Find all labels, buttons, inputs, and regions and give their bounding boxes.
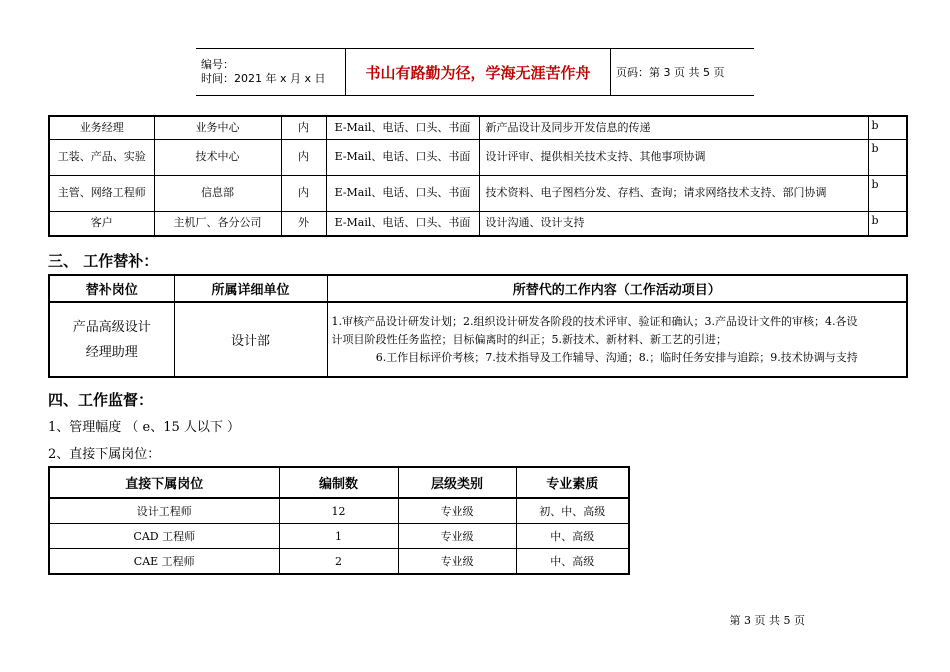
substitute-position-line: 产品高级设计 [72, 319, 151, 335]
table-row [49, 549, 629, 575]
contact-role: 工装、产品、实验 [49, 139, 154, 175]
subordinate-level: 专业级 [398, 498, 516, 524]
subordinate-quality: 中、高级 [516, 524, 629, 549]
contact-method: E-Mail、电话、口头、书面 [326, 211, 479, 236]
contact-dept: 技术中心 [154, 139, 281, 175]
page-header [196, 48, 754, 96]
header-motto: 书山有路勤为径，学海无涯苦作舟 [346, 49, 611, 96]
subordinates-label: 2、直接下属岗位： [48, 447, 161, 462]
substitution-table [48, 274, 908, 378]
contact-role: 业务经理 [49, 116, 154, 139]
subordinate-count: 1 [279, 524, 398, 549]
table-row [49, 302, 907, 377]
contact-role: 主管、网络工程师 [49, 175, 154, 211]
contact-method: E-Mail、电话、口头、书面 [326, 139, 479, 175]
column-header: 专业素质 [516, 467, 629, 498]
section-title-supervision: 四、工作监督： [48, 391, 154, 409]
subordinate-position: CAE 工程师 [49, 549, 279, 575]
document-number-label: 编号： [201, 58, 234, 71]
contact-dept: 业务中心 [154, 116, 281, 139]
table-row [49, 116, 907, 139]
contact-content: 新产品设计及同步开发信息的传递 [479, 116, 868, 139]
substitute-unit: 设计部 [174, 302, 327, 377]
substitute-position-line: 经理助理 [85, 344, 138, 360]
contact-mark: b [868, 175, 907, 211]
subordinate-position: 设计工程师 [49, 498, 279, 524]
table-row [49, 524, 629, 549]
contact-dept: 信息部 [154, 175, 281, 211]
column-header: 所属详细单位 [174, 275, 327, 302]
contact-method: E-Mail、电话、口头、书面 [326, 116, 479, 139]
contact-content: 设计沟通、设计支持 [479, 211, 868, 236]
substitute-content [327, 302, 907, 377]
contact-scope: 内 [281, 175, 326, 211]
substitute-position [49, 302, 174, 377]
column-header: 编制数 [279, 467, 398, 498]
header-meta [196, 49, 346, 96]
contact-scope: 内 [281, 139, 326, 175]
table-row [49, 139, 907, 175]
contact-mark: b [868, 139, 907, 175]
subordinate-level: 专业级 [398, 549, 516, 575]
table-row [49, 211, 907, 236]
subordinates-table [48, 466, 630, 575]
contact-role: 客户 [49, 211, 154, 236]
table-header-row [49, 275, 907, 302]
table-header-row [49, 467, 629, 498]
subordinate-quality: 初、中、高级 [516, 498, 629, 524]
contact-mark: b [868, 116, 907, 139]
subordinate-level: 专业级 [398, 524, 516, 549]
table-row [49, 498, 629, 524]
content-line: 计项目阶段性任务监控；目标偏离时的纠正；5.新技术、新材料、新工艺的引进； [331, 332, 727, 346]
subordinate-count: 2 [279, 549, 398, 575]
subordinate-quality: 中、高级 [516, 549, 629, 575]
contact-method: E-Mail、电话、口头、书面 [326, 175, 479, 211]
contact-scope: 内 [281, 116, 326, 139]
column-header: 直接下属岗位 [49, 467, 279, 498]
contacts-table [48, 115, 908, 237]
subordinate-position: CAD 工程师 [49, 524, 279, 549]
contact-mark: b [868, 211, 907, 236]
contact-content: 技术资料、电子图档分发、存档、查询；请求网络技术支持、部门协调 [479, 175, 868, 211]
contact-content: 设计评审、提供相关技术支持、其他事项协调 [479, 139, 868, 175]
section-title-substitution: 三、 工作替补： [48, 252, 159, 270]
contact-scope: 外 [281, 211, 326, 236]
page-footer: 第 3 页 共 5 页 [729, 614, 805, 627]
document-date: 时间：2021 年 x 月 x 日 [201, 72, 326, 85]
column-header: 替补岗位 [49, 275, 174, 302]
column-header: 所替代的工作内容（工作活动项目） [327, 275, 907, 302]
table-row [49, 175, 907, 211]
header-page-number: 页码：第 3 页 共 5 页 [611, 49, 755, 96]
column-header: 层级类别 [398, 467, 516, 498]
content-line: 6.工作目标评价考核；7.技术指导及工作辅导、沟通；8.；临时任务安排与追踪；9.技术协调与支持 [375, 350, 858, 364]
subordinate-count: 12 [279, 498, 398, 524]
content-line: 1.审核产品设计研发计划；2.组织设计研发各阶段的技术评审、验证和确认；3.产品设计文件的审核；4.各设 [331, 314, 858, 328]
contact-dept: 主机厂、各分公司 [154, 211, 281, 236]
management-span: 1、管理幅度 （ e、15 人以下 ） [48, 420, 241, 435]
